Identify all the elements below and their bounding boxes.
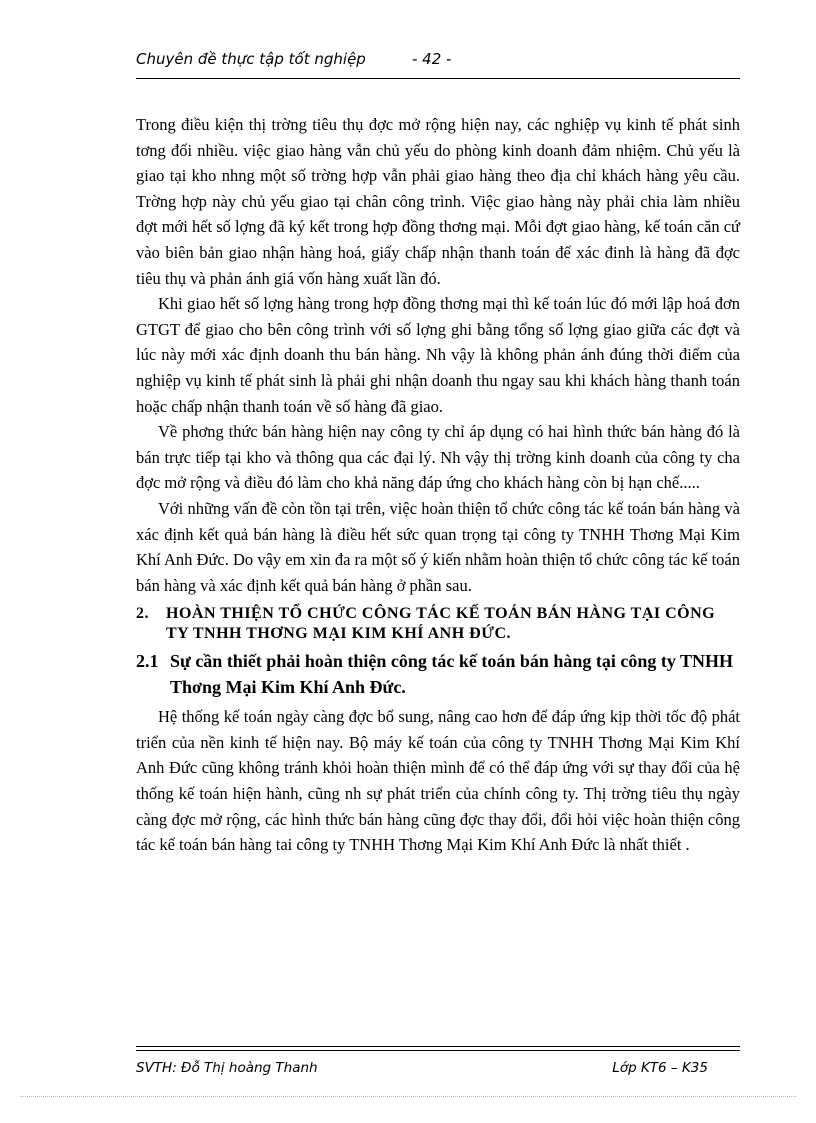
page-number: - 42 -: [412, 50, 452, 68]
section-title: HOÀN THIỆN TỔ CHỨC CÔNG TÁC KẾ TOÁN BÁN HÀNG TẠI CÔNG TY TNHH THƠNG MẠI KIM KHÍ ANH ĐỨC.: [166, 605, 716, 643]
page-header: [136, 48, 740, 72]
section-number: 2.: [136, 605, 149, 623]
paragraph: Hệ thống kế toán ngày càng đợc bổ sung, nâng cao hơn để đáp ứng kịp thời tốc độ phát triển của nền kinh tế hiện nay. Bộ máy kế toán của công ty TNHH Thơng Mại Kim Khí Anh Đức cũng không tránh khỏi hoàn thiện mình để có thể đáp ứng với sự thay đổi của hệ thống kế toán hiện hành, cũng nh sự phát triển của chính công ty. Thị trờng tiêu thụ ngày càng đợc mở rộng, các hình thức bán hàng cũng đợc thay đổi, đổi hỏi việc hoàn thiện công tác kế toán bán hàng tai công ty TNHH Thơng Mại Kim Khí Anh Đức là nhất thiết .: [136, 707, 740, 855]
paragraph: Trong điều kiện thị trờng tiêu thụ đợc mở rộng hiện nay, các nghiệp vụ kinh tế phát sinh tơng đối nhiều. việc giao hàng vẫn chủ yếu do phòng kinh doanh đảm nhiệm. Chủ yếu là giao tại kho nhng một số trờng hợp vẫn phải giao hàng theo địa chỉ khách hàng yêu cầu. Trờng hợp này chủ yếu giao tại chân công trình. Việc giao hàng này phải chia làm nhiều đợt mới hết số lợng đã ký kết trong hợp đồng thơng mại. Mỗi đợt giao hàng, kế toán căn cứ vào biên bản giao nhận hàng hoá, giấy chấp nhận thanh toán để xác đinh là hàng đã đợc tiêu thụ và phản ánh giá vốn hàng xuất lần đó.: [136, 115, 740, 288]
paragraph: Với những vấn đề còn tồn tại trên, việc hoàn thiện tổ chức công tác kế toán bán hàng và xác định kết quả bán hàng là điều hết sức quan trọng tại công ty TNHH Thơng Mại Kim Khí Anh Đức. Do vậy em xin đa ra một số ý kiến nhằm hoàn thiện tổ chức công tác kế toán bán hàng và xác định kết quả bán hàng ở phần sau.: [136, 498, 740, 595]
subsection-title: Sự cần thiết phải hoàn thiện công tác kế toán bán hàng tại công ty TNHH Thơng Mại Kim Khí Anh Đức.: [170, 651, 734, 698]
page-footer: [136, 1060, 740, 1080]
page-body: [136, 112, 740, 858]
footer-class: Lớp KT6 – K35: [612, 1060, 708, 1076]
paragraph: Về phơng thức bán hàng hiện nay công ty chỉ áp dụng có hai hình thức bán hàng đó là bán trực tiếp tại kho và thông qua các đại lý. Nh vậy thị trờng kinh doanh của công ty cha đợc mở rộng và điều đó làm cho khả năng đáp ứng cho khách hàng còn bị hạn chế.....: [136, 422, 740, 493]
subsection-heading: [136, 648, 740, 700]
footer-author: SVTH: Đỗ Thị hoàng Thanh: [136, 1060, 318, 1076]
section-heading: [136, 604, 740, 644]
header-rule: [136, 78, 740, 79]
footer-rule: [136, 1050, 740, 1051]
header-title: Chuyên đề thực tập tốt nghiệp: [136, 50, 366, 68]
page-edge: [20, 1096, 796, 1097]
paragraph: Khi giao hết số lợng hàng trong hợp đồng thơng mại thì kế toán lúc đó mới lập hoá đơn GTGT để giao cho bên công trình với số lợng ghi bằng tổng số lợng giao giữa các đợt và lúc này mới xác định doanh thu bán hàng. Nh vậy là không phản ánh đúng thời điểm của nghiệp vụ kinh tế phát sinh là phải ghi nhận doanh thu ngay sau khi khách hàng thanh toán hoặc chấp nhận thanh toán về số hàng đã giao.: [136, 294, 740, 416]
footer-rule: [136, 1046, 740, 1047]
subsection-number: 2.1: [136, 651, 159, 672]
